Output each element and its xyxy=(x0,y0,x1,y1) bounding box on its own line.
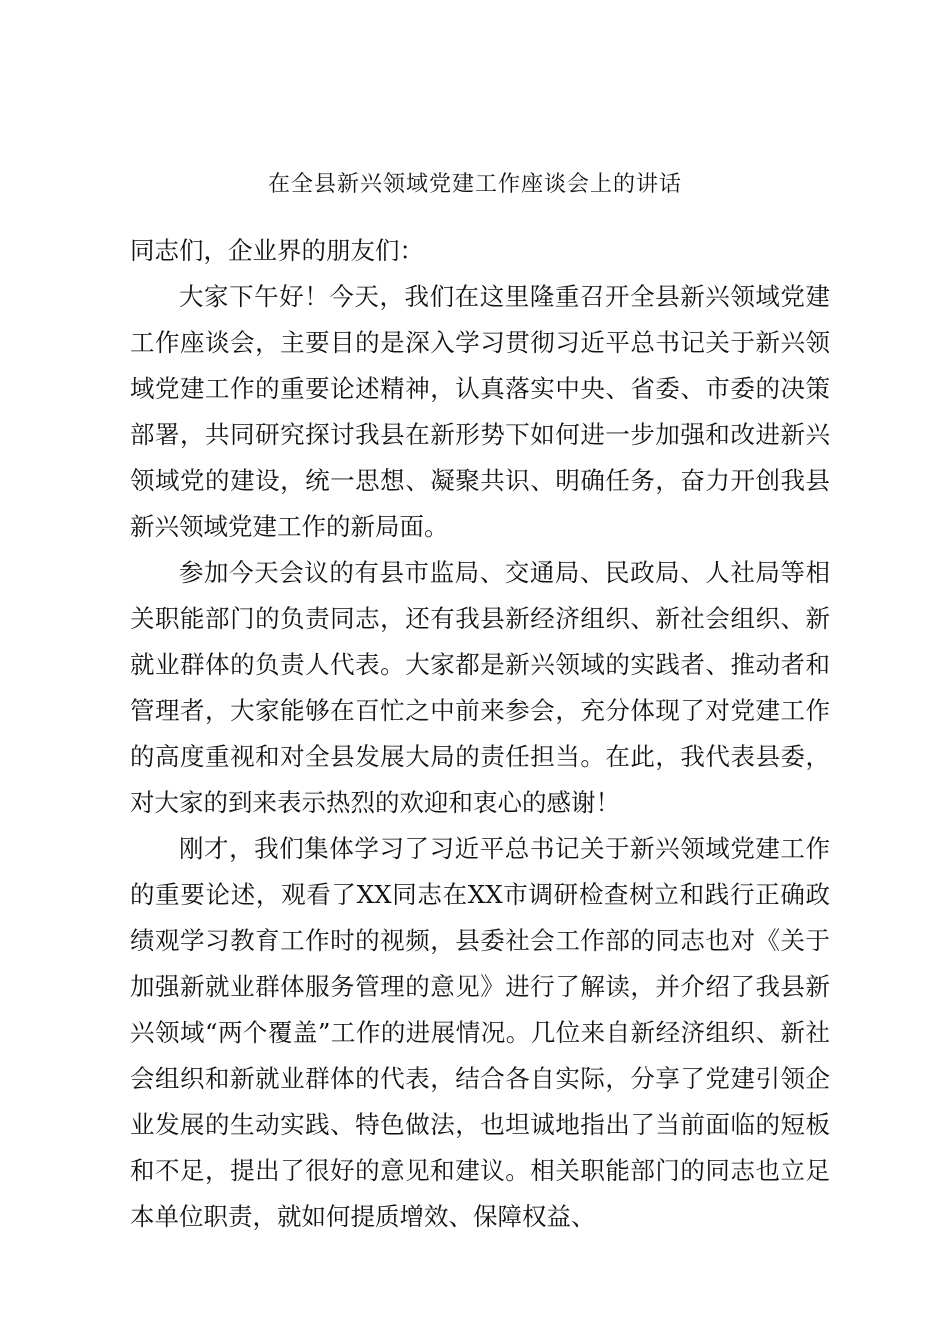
paragraph: 刚才，我们集体学习了习近平总书记关于新兴领域党建工作的重要论述，观看了XX同志在XX市调研检查树立和践行正确政绩观学习教育工作时的视频，县委社会工作部的同志也对《关于加强新就业群体服务管理的意见》进行了解读，并介绍了我县新兴领域“两个覆盖”工作的进展情况。几位来自新经济组织、新社会组织和新就业群体的代表，结合各自实际，分享了党建引领企业发展的生动实践、特色做法，也坦诚地指出了当前面临的短板和不足，提出了很好的意见和建议。相关职能部门的同志也立足本单位职责，就如何提质增效、保障权益、 xyxy=(130,834,830,1231)
paragraph: 参加今天会议的有县市监局、交通局、民政局、人社局等相关职能部门的负责同志，还有我县新经济组织、新社会组织、新就业群体的负责人代表。大家都是新兴领域的实践者、推动者和管理者，大家能够在百忙之中前来参会，充分体现了对党建工作的高度重视和对全县发展大局的责任担当。在此，我代表县委，对大家的到来表示热烈的欢迎和衷心的感谢！ xyxy=(130,558,830,817)
greeting-line: 同志们，企业界的朋友们： xyxy=(130,236,424,265)
document-title: 在全县新兴领域党建工作座谈会上的讲话 xyxy=(267,172,682,197)
document-body xyxy=(130,228,830,1240)
paragraph: 大家下午好！今天，我们在这里隆重召开全县新兴领域党建工作座谈会，主要目的是深入学习贯彻习近平总书记关于新兴领域党建工作的重要论述精神，认真落实中央、省委、市委的决策部署，共同研究探讨我县在新形势下如何进一步加强和改进新兴领域党的建设，统一思想、凝聚共识、明确任务，奋力开创我县新兴领域党建工作的新局面。 xyxy=(130,282,830,541)
